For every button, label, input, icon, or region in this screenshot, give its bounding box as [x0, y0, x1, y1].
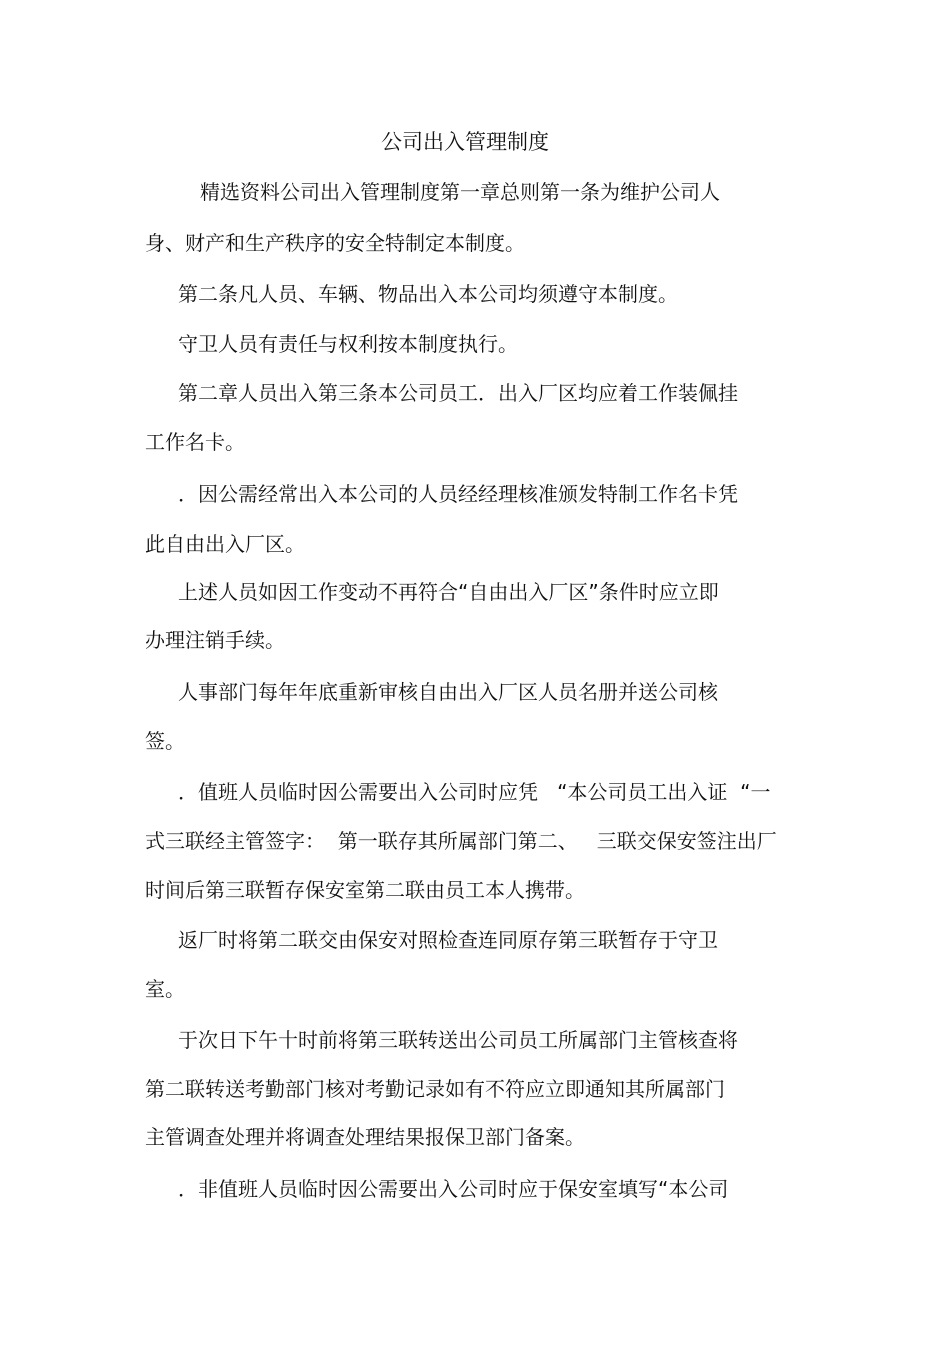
text-line: 工作名卡。: [145, 430, 245, 454]
text-line: 主管调查处理并将调查处理结果报保卫部门备案。: [145, 1125, 585, 1149]
text-line: 返厂时将第二联交由保安对照检查连同原存第三联暂存于守卫: [178, 928, 718, 952]
text-line: 守卫人员有责任与权利按本制度执行。: [178, 332, 518, 356]
text-line: 室。: [145, 977, 185, 1001]
text-line: 此自由出入厂区。: [145, 532, 305, 556]
text-line: ．值班人员临时因公需要出入公司时应凭 “本公司员工出入证 “一: [178, 780, 771, 804]
text-line: 第二章人员出入第三条本公司员工．出入厂区均应着工作装佩挂: [178, 381, 738, 405]
text-line: 上述人员如因工作变动不再符合“自由出入厂区”条件时应立即: [178, 580, 719, 604]
text-line: 时间后第三联暂存保安室第二联由员工本人携带。: [145, 878, 585, 902]
text-line: 人事部门每年年底重新审核自由出入厂区人员名册并送公司核: [178, 680, 718, 704]
text-line: 办理注销手续。: [145, 628, 285, 652]
text-line: 签。: [145, 729, 185, 753]
text-line: 精选资料公司出入管理制度第一章总则第一条为维护公司人: [200, 180, 720, 204]
text-line: 第二条凡人员、车辆、物品出入本公司均须遵守本制度。: [178, 282, 678, 306]
text-line: 第二联转送考勤部门核对考勤记录如有不符应立即通知其所属部门: [145, 1077, 725, 1101]
text-line: ．非值班人员临时因公需要出入公司时应于保安室填写“本公司: [178, 1177, 729, 1201]
text-line: ．因公需经常出入本公司的人员经经理核准颁发特制工作名卡凭: [178, 482, 738, 506]
document-title: 公司出入管理制度: [381, 130, 549, 154]
text-line: 式三联经主管签字： 第一联存其所属部门第二、 三联交保安签注出厂: [145, 829, 777, 853]
text-line: 于次日下午十时前将第三联转送出公司员工所属部门主管核查将: [178, 1028, 738, 1052]
text-line: 身、财产和生产秩序的安全特制定本制度。: [145, 231, 525, 255]
